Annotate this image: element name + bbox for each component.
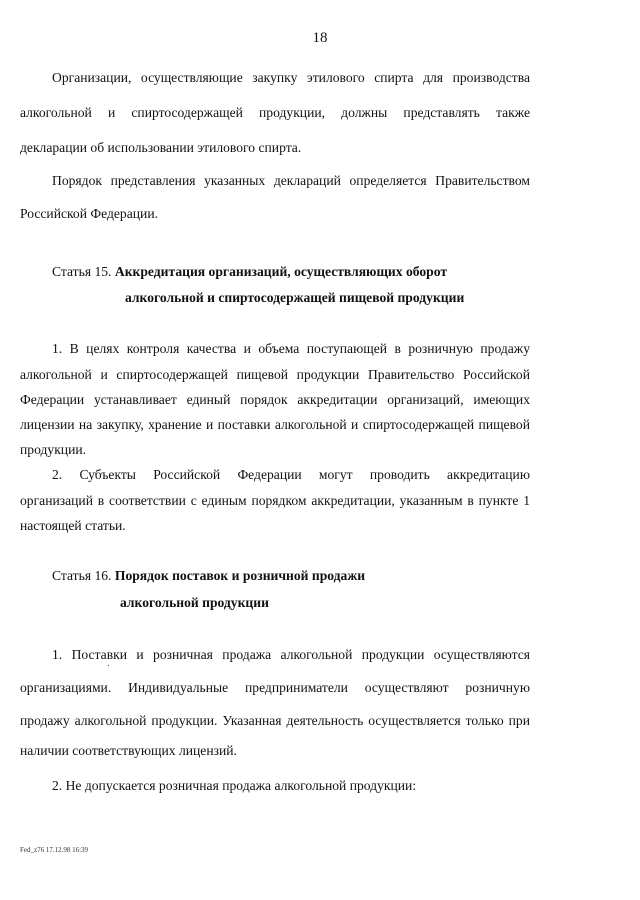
article-15-item-1-line: 1. В целях контроля качества и объема поступающей в розничную продажу	[52, 341, 530, 356]
article-16-title-cont: алкогольной продукции	[120, 595, 269, 610]
article-15-title-cont: алкогольной и спиртосодержащей пищевой продукции	[125, 290, 465, 305]
article-15-item-1-line: продукции.	[20, 442, 87, 457]
article-16-title: Порядок поставок и розничной продажи	[114, 568, 366, 583]
article-15-number: Статья 15.	[52, 264, 112, 279]
article-15-item-2-line: 2. Субъекты Российской Федерации могут проводить аккредитацию	[52, 467, 530, 482]
paragraph-line: алкогольной и спиртосодержащей продукции, должны представлять также	[20, 105, 530, 120]
article-15-title: Аккредитация организаций, осуществляющих оборот	[114, 264, 448, 279]
article-16-heading	[52, 567, 365, 585]
article-15-item-1-line: Федерации устанавливает единый порядок аккредитации организаций, имеющих	[20, 392, 530, 407]
article-15-item-2-line: настоящей статьи.	[20, 518, 126, 533]
article-15-heading	[52, 263, 447, 281]
article-16-item-1-line: продажу алкогольной продукции. Указанная деятельность осуществляется только при	[20, 713, 530, 728]
article-16-item-1-line: организациями. Индивидуальные предприниматели осуществляют розничную	[20, 680, 530, 695]
article-16-item-1-line: 1. Поставки и розничная продажа алкогольной продукции осуществляются	[52, 647, 530, 662]
article-15-item-2-line: организаций в соответствии с единым порядком аккредитации, указанным в пункте 1	[20, 493, 530, 508]
article-15-item-1-line: алкогольной и спиртосодержащей пищевой продукции Правительство Российской	[20, 367, 530, 382]
paragraph-line: Российской Федерации.	[20, 206, 158, 221]
article-16-item-1-line: наличии соответствующих лицензий.	[20, 743, 237, 758]
article-16-item-2-line: 2. Не допускается розничная продажа алкогольной продукции:	[52, 778, 417, 793]
article-16-number: Статья 16.	[52, 568, 112, 583]
paragraph-line: Порядок представления указанных деклараций определяется Правительством	[52, 173, 530, 188]
paragraph-line: Организации, осуществляющие закупку этилового спирта для производства	[52, 70, 530, 85]
document-footer: Fed_z76 17.12.98 16:39	[20, 846, 89, 854]
page-number: 18	[312, 30, 328, 46]
paragraph-line: декларации об использовании этилового спирта.	[20, 140, 302, 155]
scan-speck	[108, 665, 109, 666]
article-15-item-1-line: лицензии на закупку, хранение и поставки алкогольной и спиртосодержащей пищевой	[20, 417, 530, 432]
